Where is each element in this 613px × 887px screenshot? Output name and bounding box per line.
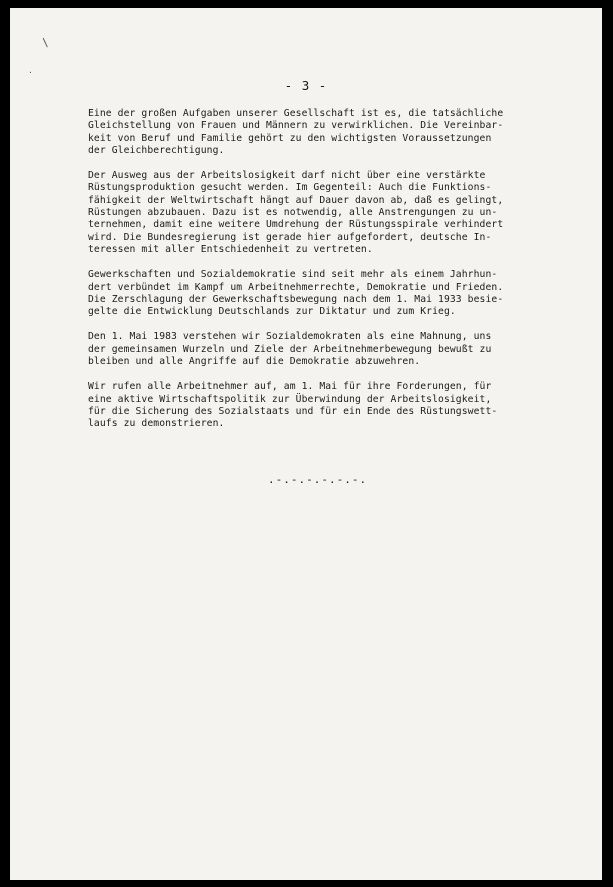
text-line: fähigkeit der Weltwirtschaft hängt auf Dauer davon ab, daß es gelingt,: [88, 194, 504, 206]
text-line: eine aktive Wirtschaftspolitik zur Überwindung der Arbeitslosigkeit,: [88, 393, 492, 405]
text-line: wird. Die Bundesregierung ist gerade hier aufgefordert, deutsche In-: [88, 231, 492, 243]
text-line: keit von Beruf und Familie gehört zu den wichtigsten Voraussetzungen: [88, 132, 492, 144]
end-separator: .-.-.-.-.-.-.: [268, 473, 368, 486]
pen-mark-decoration: /: [38, 35, 53, 50]
document-sheet: [10, 8, 602, 880]
text-line: der gemeinsamen Wurzeln und Ziele der Arbeitnehmerbewegung bewußt zu: [88, 343, 492, 355]
text-line: Gewerkschaften und Sozialdemokratie sind seit mehr als einem Jahrhun-: [88, 269, 498, 281]
text-line: dert verbündet im Kampf um Arbeitnehmerrechte, Demokratie und Frieden.: [88, 281, 504, 293]
paragraph-unemployment: [88, 170, 588, 256]
ink-dot-decoration: ·: [28, 68, 33, 77]
paragraph-equality: [88, 108, 588, 157]
text-line: Eine der großen Aufgaben unserer Gesellschaft ist es, die tatsächliche: [88, 108, 504, 119]
paragraph-may-day: [88, 331, 588, 368]
text-line: bleiben und alle Angriffe auf die Demokratie abzuwehren.: [88, 356, 421, 368]
text-line: Die Zerschlagung der Gewerkschaftsbewegung nach dem 1. Mai 1933 besie-: [88, 293, 504, 305]
text-line: Der Ausweg aus der Arbeitslosigkeit darf nicht über eine verstärkte: [88, 170, 486, 182]
text-line: für die Sicherung des Sozialstaats und für ein Ende des Rüstungswett-: [88, 405, 498, 417]
text-line: ternehmen, damit eine weitere Umdrehung der Rüstungsspirale verhindert: [88, 219, 504, 231]
text-line: teressen mit aller Entschiedenheit zu vertreten.: [88, 243, 373, 255]
page-number: - 3 -: [284, 78, 328, 93]
text-line: Rüstungen abzubauen. Dazu ist es notwendig, alle Anstrengungen zu un-: [88, 207, 498, 219]
paragraph-unions: [88, 269, 588, 318]
text-line: der Gleichberechtigung.: [88, 144, 225, 156]
paragraph-call-to-action: [88, 381, 588, 430]
text-line: Wir rufen alle Arbeitnehmer auf, am 1. Mai für ihre Forderungen, für: [88, 381, 492, 393]
text-line: Den 1. Mai 1983 verstehen wir Sozialdemokraten als eine Mahnung, uns: [88, 331, 492, 343]
text-line: Gleichstellung von Frauen und Männern zu verwirklichen. Die Vereinbar-: [88, 120, 504, 132]
document-body: [88, 108, 588, 444]
text-line: Rüstungsproduktion gesucht werden. Im Gegenteil: Auch die Funktions-: [88, 182, 492, 194]
text-line: gelte die Entwicklung Deutschlands zur Diktatur und zum Krieg.: [88, 306, 456, 318]
text-line: laufs zu demonstrieren.: [88, 418, 225, 430]
